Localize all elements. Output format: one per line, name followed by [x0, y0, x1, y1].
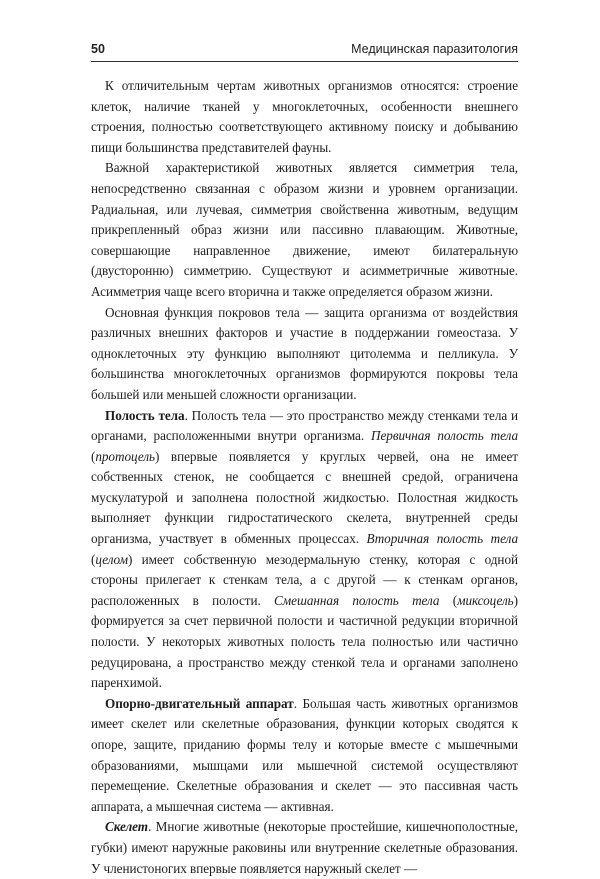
- running-title: Медицинская паразитология: [351, 42, 518, 56]
- term-mixed-cavity: Смешанная полость тела: [274, 592, 440, 608]
- running-head: [91, 40, 518, 58]
- term-protocoel: протоцель: [95, 448, 155, 464]
- body-cavity-text-1: . Полость тела — это пространство между стенками тела и органами, расположенными внутри организма.: [91, 407, 519, 444]
- body-cavity-heading: Полость тела: [105, 407, 185, 423]
- term-secondary-cavity: Вторичная полость тела: [366, 531, 518, 547]
- paragraph-locomotor-apparatus: [91, 694, 518, 818]
- paragraph-symmetry: Важной характеристикой животных является симметрия тела, непосредственно связанная с образом жизни и уровнем организации. Радиальная, или лучевая, симметрия свойственна животным, ведущим прикрепленный образ жизни или пассивно плавающим. Животные, совершающие направленное движение, имеют билатеральную (двусторонню) симметрию. Существуют и асимметричные животные. Асимметрия чаще всего вторична и также определяется образом жизни.: [91, 160, 518, 299]
- paragraph-animal-features: К отличительным чертам животных организмов относятся: строение клеток, наличие тканей у многоклеточных, особенности внешнего строения, полностью соответствующего активному поиску и добыванию пищи большинства представителей фауны.: [91, 78, 518, 155]
- locomotor-heading: Опорно-двигательный аппарат: [105, 695, 294, 711]
- skeleton-text: . Многие животные (некоторые простейшие, кишечнополостные, губки) имеют наружные раковины или внутренние скелетные образования. У членистоногих впервые появляется наружный скелет —: [91, 819, 518, 876]
- term-coelom: целом: [95, 551, 128, 567]
- body-cavity-text-2: (: [91, 448, 96, 464]
- body-cavity-text-4: (: [91, 551, 96, 567]
- header-divider: [91, 61, 518, 62]
- locomotor-text: . Большая часть животных организмов имеет скелет или скелетные образования, функции которых сводятся к опоре, защите, приданию формы телу и которые вместе с мышечными образованиями, мышцами или мышечной системой осуществляют перемещение. Скелетные образования и скелет — это пассивная часть аппарата, а мышечная система — активная.: [91, 695, 519, 814]
- body-cavity-text-3: ) впервые появляется у круглых червей, она не имеет собственных стенок, не сообщается с внешней средой, ограничена мускулатурой и заполнена полостной жидкостью. Полостная жидкость выполняет функции гидростатического скелета, внутренней среды организма, участвует в обменных процессах.: [91, 448, 518, 547]
- body-text: [91, 76, 518, 879]
- paragraph-body-cavity: [91, 406, 518, 694]
- body-cavity-text-7: ) формируется за счет первичной полости и частичной редукции вторичной полости. У некоторых животных полость тела полностью или частично редуцирована, а пространство между стенкой тела и органами заполнено паренхимой.: [91, 592, 518, 691]
- skeleton-heading: Скелет: [105, 819, 149, 835]
- paragraph-body-coverings: Основная функция покровов тела — защита организма от воздействия различных внешних факторов и участие в поддержании гомеостаза. У одноклеточных эту функцию выполняют цитолемма и пелликула. У большинства многоклеточных организмов формируются покровы тела большей или меньшей сложности организации.: [91, 304, 518, 402]
- page-number: 50: [91, 42, 105, 56]
- paragraph-skeleton: [91, 817, 518, 879]
- body-cavity-text-5: ) имеет собственную мезодермальную стенку, которая с одной стороны прилегает к стенкам тела, а с другой — к стенкам органов, расположенных в полости.: [91, 551, 518, 608]
- term-mixocoel: миксоцель: [457, 592, 514, 608]
- term-primary-cavity: Первичная полость тела: [371, 428, 518, 444]
- body-cavity-text-6: (: [439, 592, 458, 608]
- book-page: [91, 40, 518, 879]
